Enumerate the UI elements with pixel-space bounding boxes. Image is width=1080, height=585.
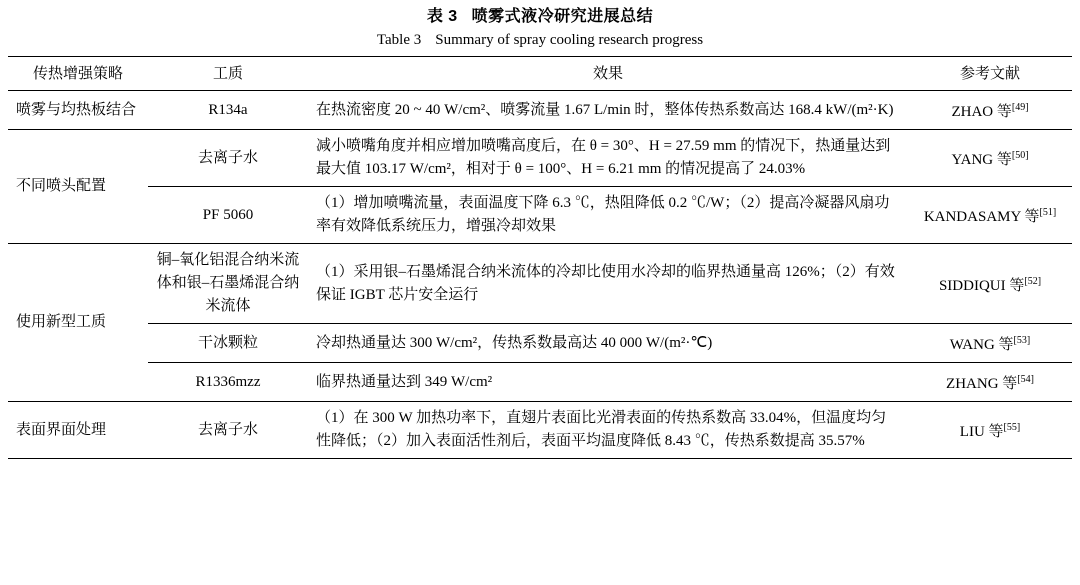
cell-effect: 在热流密度 20 ~ 40 W/cm²、喷雾流量 1.67 L/min 时，整体传热系数高达 168.4 kW/(m²·K)	[316, 101, 894, 118]
cell-fluid: 干冰颗粒	[148, 324, 308, 363]
cell-effect: （1）在 300 W 加热功率下，直翅片表面比光滑表面的传热系数高 33.04%，但温度均匀性降低；（2）加入表面活性剂后，表面平均温度降低 8.43 ℃，传热系数提高 35.57%	[308, 402, 908, 459]
cell-fluid: 铜–氧化铝混合纳米流体和银–石墨烯混合纳米流体	[148, 244, 308, 324]
table-row	[8, 130, 1072, 187]
cell-strategy: 不同喷头配置	[8, 130, 148, 244]
caption-title-en: Summary of spray cooling research progress	[435, 32, 704, 48]
reference-superscript: [49]	[1011, 102, 1029, 113]
cell-reference	[908, 324, 1072, 363]
cell-fluid: 去离子水	[148, 402, 308, 459]
cell-fluid: R1336mzz	[148, 363, 308, 402]
cell-reference	[908, 244, 1072, 324]
cell-effect: （1）采用银–石墨烯混合纳米流体的冷却比使用水冷却的临界热通量高 126%；（2）有效保证 IGBT 芯片安全运行	[308, 244, 908, 324]
research-progress-table	[8, 56, 1072, 459]
reference-superscript: [52]	[1024, 275, 1042, 287]
reference-author: ZHAO 等	[951, 104, 1012, 120]
reference-author: KANDASAMY 等	[923, 209, 1040, 225]
cell-fluid: 去离子水	[148, 130, 308, 187]
reference-superscript: [50]	[1011, 150, 1029, 161]
reference-superscript: [54]	[1017, 374, 1034, 385]
cell-effect: （1）增加喷嘴流量，表面温度下降 6.3 ℃，热阻降低 0.2 ℃/W；（2）提高冷凝器风扇功率有效降低系统压力，增强冷却效果	[308, 187, 908, 244]
table-row	[8, 363, 1072, 402]
cell-fluid: R134a	[208, 101, 248, 118]
header-effect: 效果	[308, 57, 908, 91]
table-row	[8, 244, 1072, 324]
cell-effect: 冷却热通量达 300 W/cm²，传热系数最高达 40 000 W/(m²·℃)	[308, 324, 908, 363]
reference-author: SIDDIQUI 等	[938, 277, 1025, 294]
header-fluid: 工质	[148, 57, 308, 91]
reference-author: LIU 等	[959, 424, 1004, 440]
cell-effect: 临界热通量达到 349 W/cm²	[308, 363, 908, 402]
table-caption-english	[8, 28, 1072, 50]
caption-number-en: Table 3	[376, 32, 422, 48]
cell-reference	[908, 130, 1072, 187]
cell-strategy: 使用新型工质	[8, 244, 148, 402]
reference-superscript: [53]	[1013, 335, 1031, 346]
table-row	[8, 324, 1072, 363]
reference-author: YANG 等	[951, 152, 1012, 168]
caption-number-cn: 表 3	[426, 8, 458, 25]
table-row	[8, 91, 1072, 130]
cell-strategy: 喷雾与均热板结合	[16, 101, 137, 118]
reference-author: WANG 等	[949, 337, 1014, 353]
table-row	[8, 187, 1072, 244]
cell-strategy: 表面界面处理	[8, 402, 148, 459]
table-header-row	[8, 57, 1072, 91]
cell-reference	[908, 402, 1072, 459]
cell-reference	[908, 187, 1072, 244]
reference-author: ZHANG 等	[946, 376, 1018, 392]
table-caption-chinese	[8, 0, 1072, 28]
cell-fluid: PF 5060	[148, 187, 308, 244]
header-reference: 参考文献	[908, 57, 1072, 91]
reference-superscript: [55]	[1003, 422, 1021, 433]
caption-title-cn: 喷雾式液冷研究进展总结	[471, 8, 654, 25]
reference-superscript: [51]	[1039, 207, 1057, 218]
cell-reference	[908, 363, 1072, 402]
cell-reference	[908, 91, 1072, 130]
cell-effect: 减小喷嘴角度并相应增加喷嘴高度后，在 θ = 30°、H = 27.59 mm 的情况下，热通量达到最大值 103.17 W/cm²，相对于 θ = 100°、H = 6.21 mm 的情况提高了 24.03%	[308, 130, 908, 187]
header-strategy: 传热增强策略	[8, 57, 148, 91]
table-row	[8, 402, 1072, 459]
